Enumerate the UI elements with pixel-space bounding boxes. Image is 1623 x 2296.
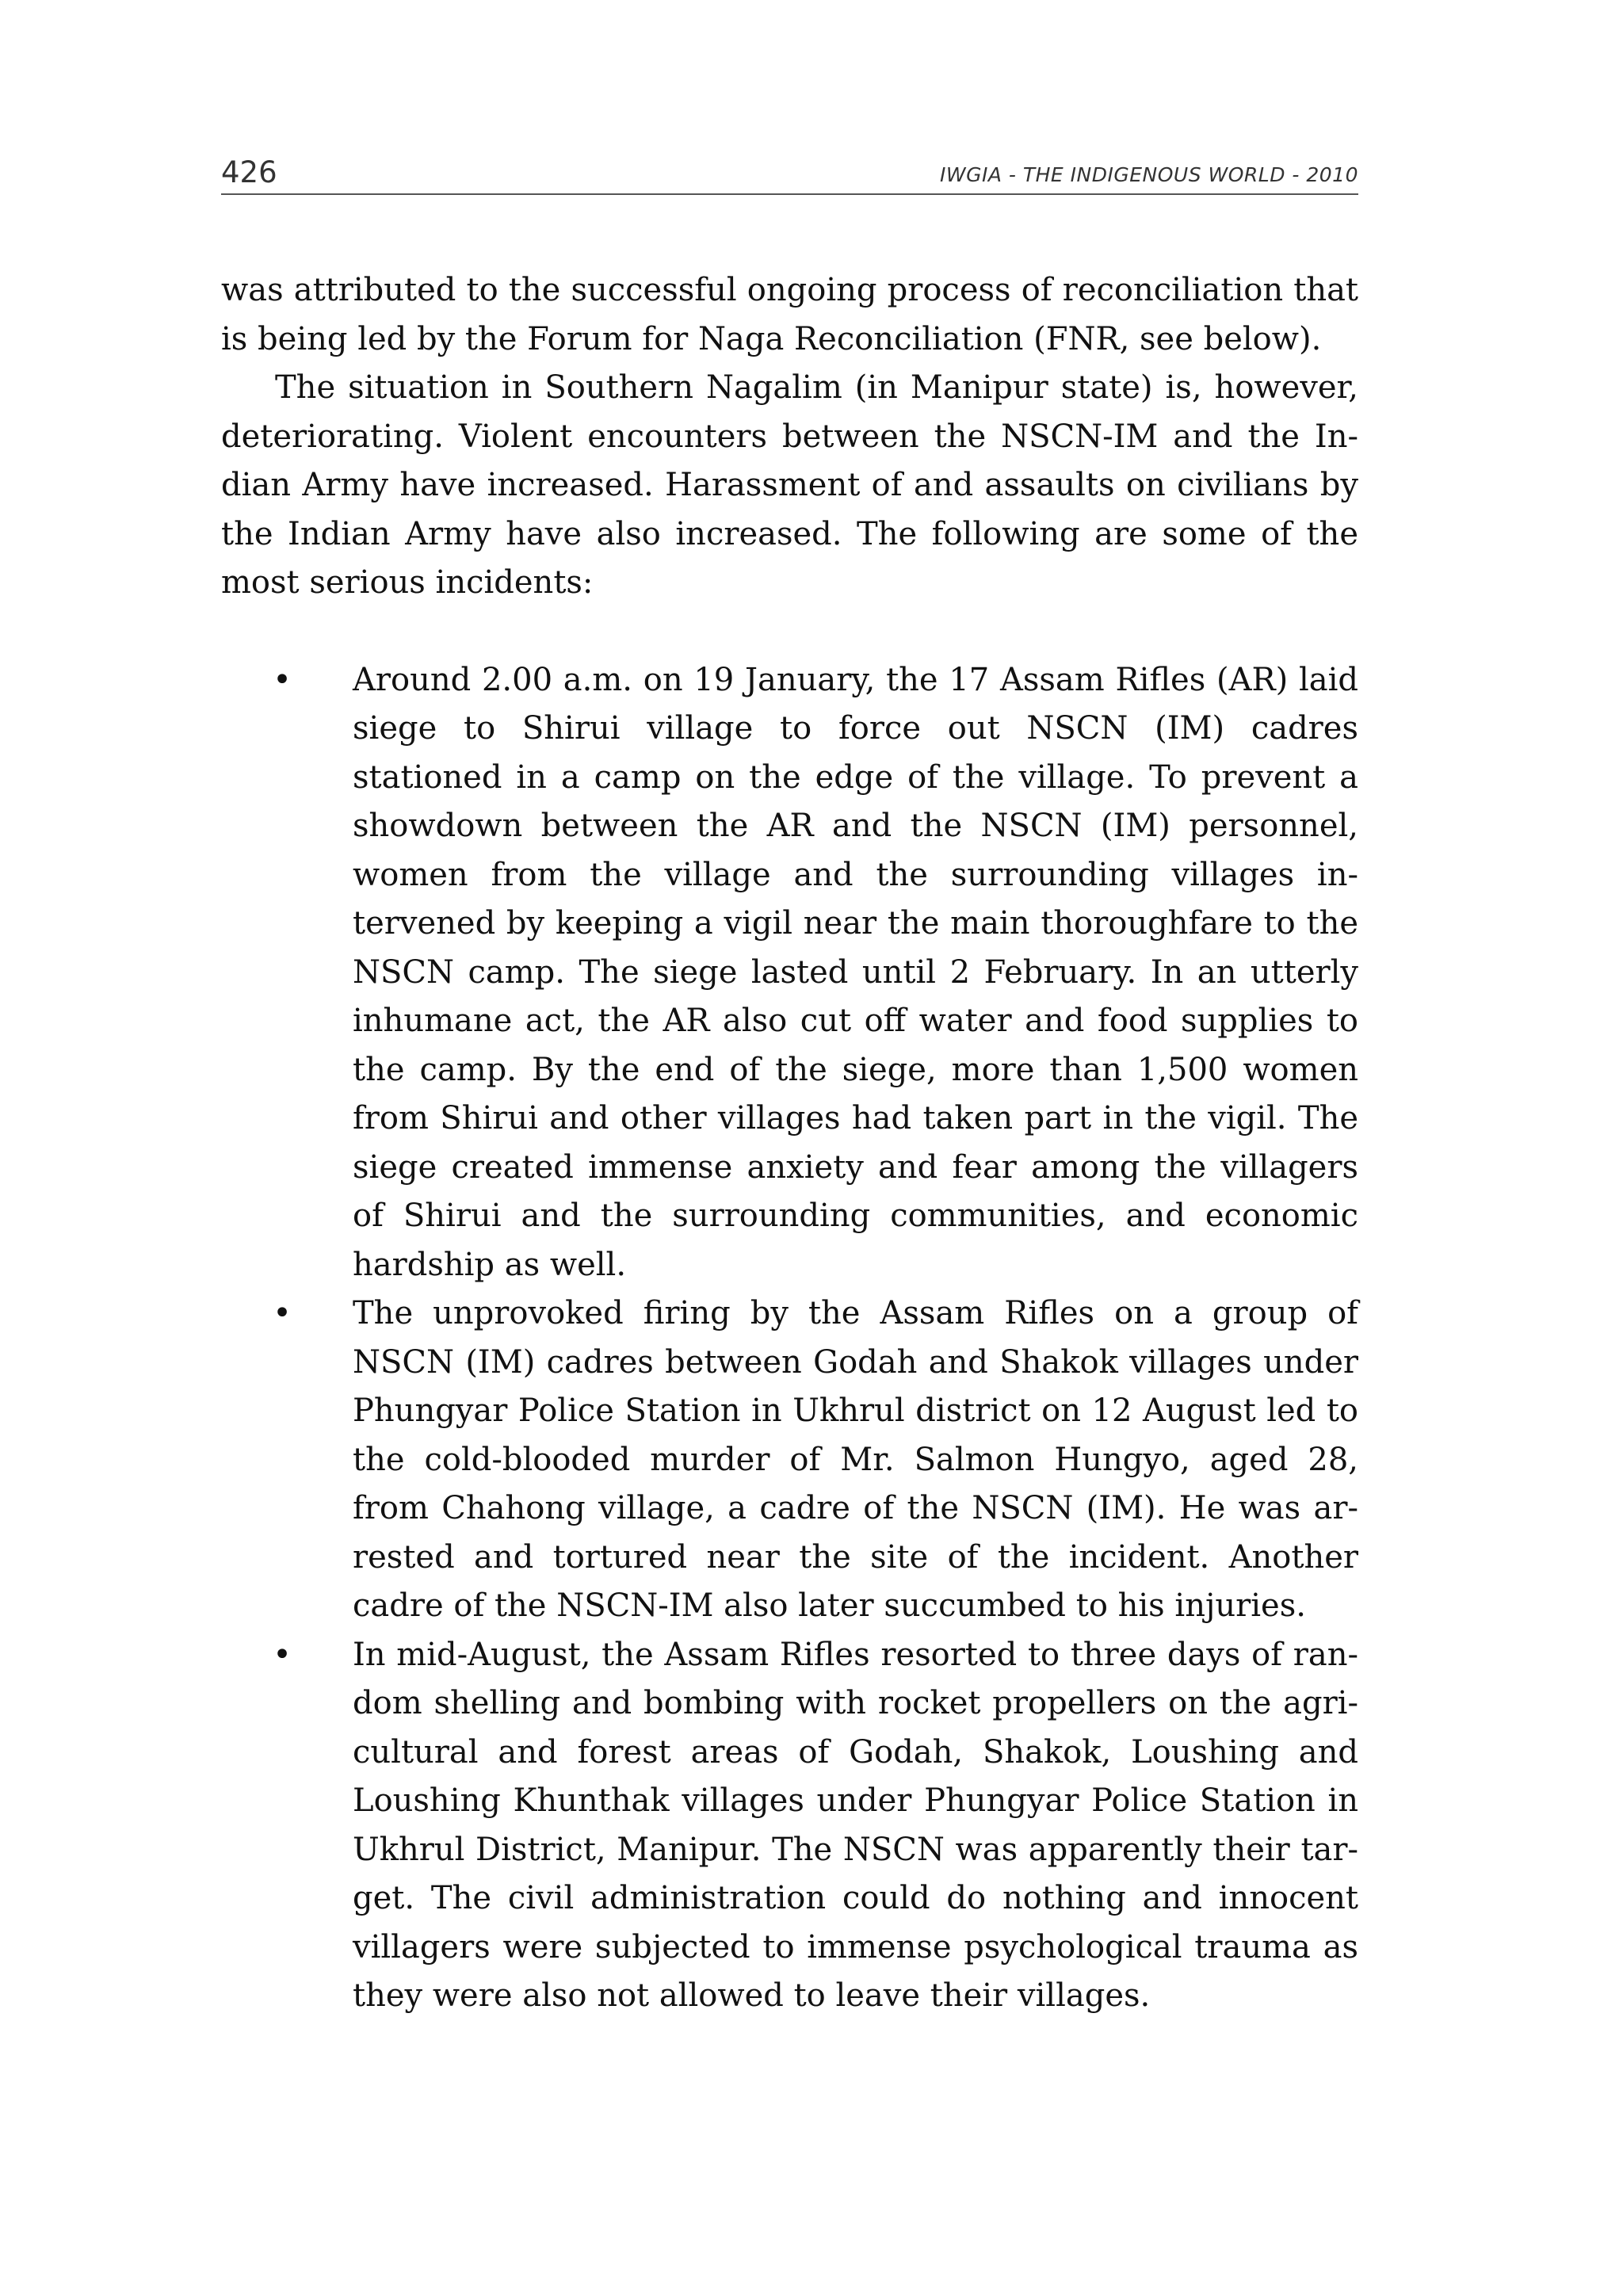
body-text xyxy=(221,266,1358,2021)
bullet-icon: • xyxy=(273,1636,292,1673)
running-header xyxy=(221,152,1358,195)
page-number: 426 xyxy=(221,155,277,189)
incident-list xyxy=(221,656,1358,2021)
list-item-text: Around 2.00 a.m. on 19 January, the 17 Assam Rifles (AR) laid siege to Shirui village to force out NSCN (IM) cadres stationed in a camp on the edge of the village. To prevent a showdown between the AR and the NSCN (IM) personnel, women from the village and the surrounding villages intervened by keeping a vigil near the main thoroughfare to the NSCN camp. The siege lasted until 2 February. In an utterly inhumane act, the AR also cut off water and food supplies to the camp. By the end of the siege, more than 1,500 women from Shirui and other villages had taken part in the vigil. The siege created immense anxiety and fear among the villagers of Shirui and the surrounding communities, and economic hardship as well. xyxy=(353,661,1358,1283)
list-item xyxy=(221,1289,1358,1631)
paragraph-continuation: was attributed to the successful ongoing process of reconciliation that is being led by the Forum for Naga Reconciliation (FNR, see below). xyxy=(221,272,1358,357)
list-item xyxy=(221,1631,1358,2021)
list-item xyxy=(221,656,1358,1290)
publication-title: IWGIA - THE INDIGENOUS WORLD - 2010 xyxy=(939,163,1358,186)
list-item-text: In mid-August, the Assam Rifles resorted to three days of random shelling and bombing with rocket propellers on the agricultural and forest areas of Godah, Shakok, Loushing and Loushing Khunthak villages under Phungyar Police Station in Ukhrul District, Manipur. The NSCN was apparently their target. The civil administration could do nothing and innocent villagers were subjected to immense psychological trauma as they were also not allowed to leave their villages. xyxy=(353,1636,1358,2014)
list-item-text: The unprovoked firing by the Assam Rifles on a group of NSCN (IM) cadres between Godah and Shakok villages under Phungyar Police Station in Ukhrul district on 12 August led to the cold-blooded murder of Mr. Salmon Hungyo, aged 28, from Chahong village, a cadre of the NSCN (IM). He was arrested and tortured near the site of the incident. Another cadre of the NSCN-IM also later succumbed to his injuries. xyxy=(353,1295,1358,1624)
bullet-icon: • xyxy=(273,661,292,698)
bullet-icon: • xyxy=(273,1295,292,1331)
paragraph-southern-nagalim: The situation in Southern Nagalim (in Manipur state) is, however, deteriorating. Violent encounters between the NSCN-IM and the Indian Army have increased. Harassment of and assaults on civilians by the Indian Army have also increased. The following are some of the most serious incidents: xyxy=(221,369,1358,601)
